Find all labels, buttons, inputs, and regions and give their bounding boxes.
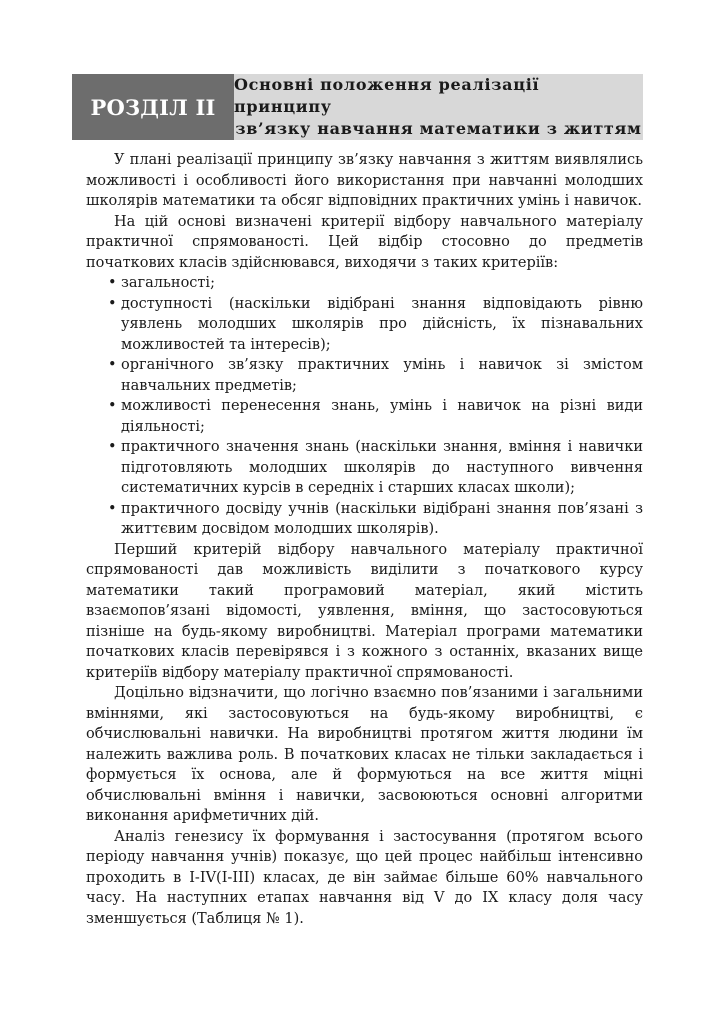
bullet-icon: • [108, 357, 117, 373]
bullet-icon: • [108, 439, 117, 455]
bullet-icon: • [108, 500, 117, 517]
chapter-header [72, 74, 643, 140]
criteria-item [86, 499, 643, 540]
criteria-item-text: практичного значення знань (наскільки знання, вміння і навички підготовляють молодших школярів до наступного вивчення систематичних курсів в середніх і старших класах школи); [121, 439, 643, 496]
section-title-line-1: Основні положення реалізації принципу [234, 75, 540, 116]
criteria-item-text: загальності; [121, 275, 215, 291]
bullet-icon: • [108, 398, 117, 414]
bullet-icon: • [108, 275, 117, 291]
paragraph-5: Аналіз генезису їх формування і застосування (протягом всього періоду навчання учнів) показує, що цей процес найбільш інтенсивно проходить в I-IV(I-III) класах, де він займає більше 60% навчального часу. На наступних етапах навчання від V до IX класу доля часу зменшується (Таблиця № 1). [86, 828, 643, 927]
paragraph-2: На цій основі визначені критерії відбору навчального матеріалу практичної спрямованості. Цей відбір стосовно до предметів початкових класів здійснювався, виходячи з таких критеріїв: [86, 213, 643, 271]
criteria-item [86, 273, 643, 294]
criteria-item [86, 355, 643, 396]
body-text [86, 150, 643, 929]
criteria-item-text: можливості перенесення знань, умінь і навичок на різні види діяльності; [121, 398, 643, 435]
section-title-line-2: зв’язку навчання математики з життям [235, 119, 642, 138]
section-label: РОЗДІЛ ІІ [72, 74, 234, 140]
paragraph-4: Доцільно відзначити, що логічно взаємно пов’язаними і загальними вміннями, які застосовуються на будь-якому виробництві, є обчислювальні навички. На виробництві протягом життя людини їм належить важлива роль. В початкових класах не тільки закладається і формується їх основа, але й формуються на все життя міцні обчислювальні вміння і навички, засвоюються основні алгоритми виконання арифметичних дій. [86, 685, 643, 824]
criteria-item [86, 396, 643, 437]
bullet-icon: • [108, 295, 117, 312]
criteria-item [86, 294, 643, 356]
criteria-item [86, 437, 643, 499]
criteria-list [86, 273, 643, 540]
section-title [234, 74, 643, 140]
criteria-item-text: органічного зв’язку практичних умінь і навичок зі змістом навчальних предметів; [121, 357, 643, 394]
criteria-item-text: практичного досвіду учнів (наскільки відібрані знання пов’язані з життєвим досвідом молодших школярів). [121, 500, 643, 537]
criteria-item-text: доступності (наскільки відібрані знання відповідають рівню уявлень молодших школярів про дійсність, їх пізнавальних можливостей та інтересів); [121, 295, 643, 353]
paragraph-3: Перший критерій відбору навчального матеріалу практичної спрямованості дав можливість виділити з початкового курсу математики такий програмовий матеріал, який містить взаємопов’язані відомості, уявлення, вміння, що застосовуються пізніше на будь-якому виробництві. Матеріал програми математики початкових класів перевірявся і з кожного з останніх, вказаних вище критеріїв відбору матеріалу практичної спрямованості. [86, 541, 643, 681]
paragraph-1: У плані реалізації принципу зв’язку навчання з життям виявлялись можливості і особливості його використання при навчанні молодших школярів математики та обсяг відповідних практичних умінь і навичок. [86, 152, 643, 209]
